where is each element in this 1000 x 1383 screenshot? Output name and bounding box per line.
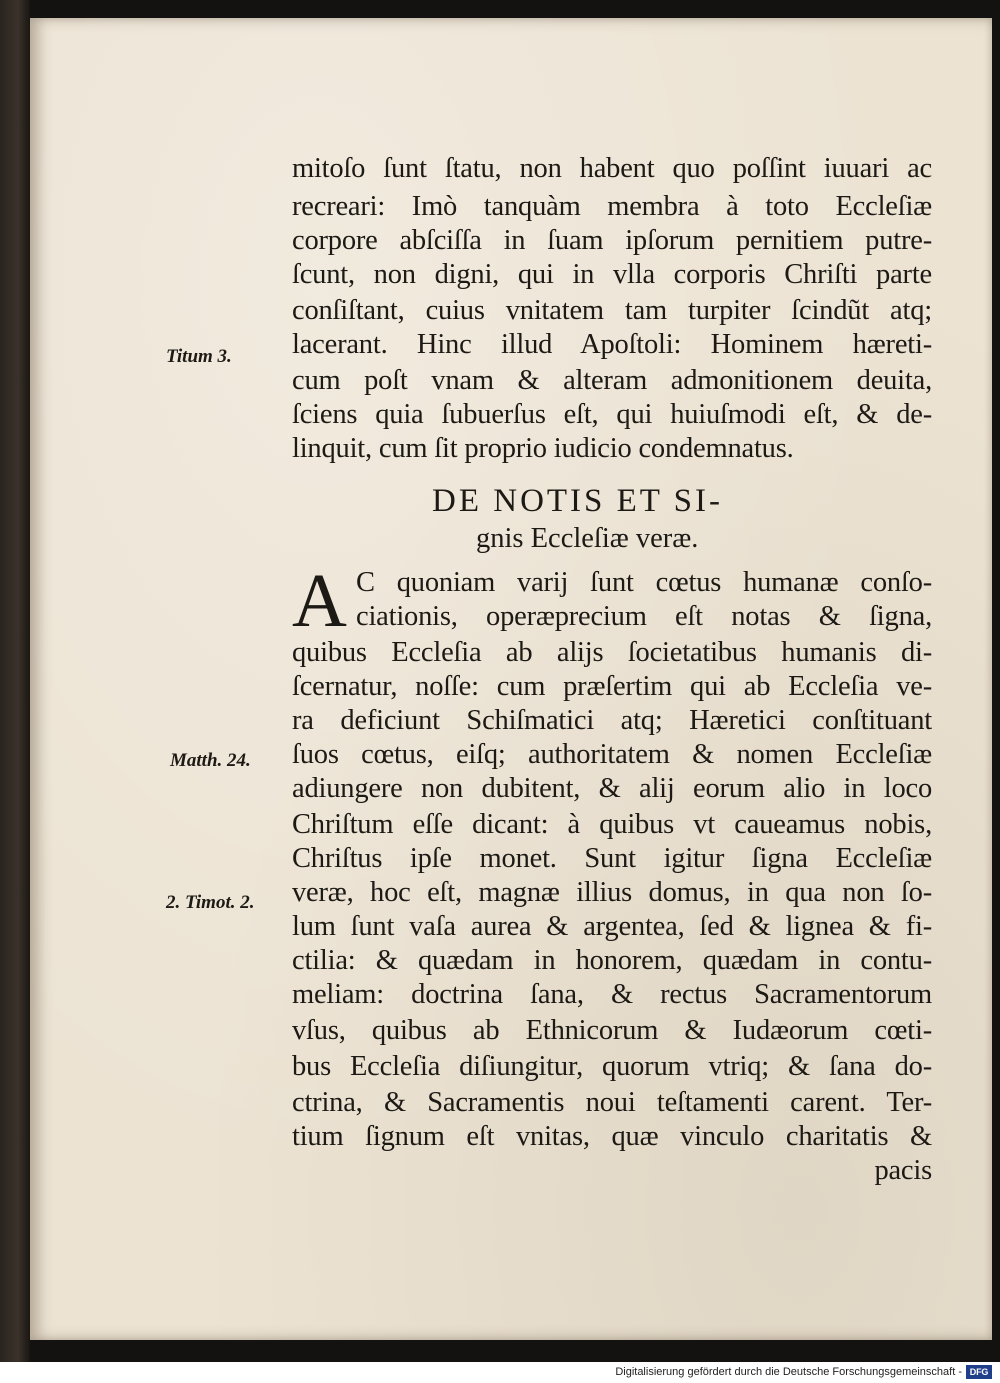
text-line: ſciens quia ſubuerſus eſt, qui huiuſmodi eſt, & de- — [292, 399, 932, 430]
text-line: cum poſt vnam & alteram admonitionem deuita, — [292, 365, 932, 396]
text-line: ra deficiunt Schiſmatici atq; Hæretici conſtituant — [292, 705, 932, 736]
text-line: bus Eccleſia diſiungitur, quorum vtriq; & ſana do- — [292, 1051, 932, 1082]
text-line: ſcunt, non digni, qui in vlla corporis Chriſti parte — [292, 259, 932, 290]
section-heading-line-1: DE NOTIS ET SI- — [432, 483, 723, 519]
section-heading-line-2: gnis Eccleſiæ veræ. — [476, 523, 699, 554]
catchword: pacis — [874, 1155, 932, 1186]
text-line: ciationis, operæprecium eſt notas & ſigna, — [356, 601, 932, 632]
margin-note-matth: Matth. 24. — [170, 750, 251, 771]
text-line: mitoſo ſunt ſtatu, non habent quo poſſint iuuari ac — [292, 153, 932, 184]
margin-note-timot: 2. Timot. 2. — [166, 892, 255, 913]
text-line: C quoniam varij ſunt cœtus humanæ conſo- — [356, 567, 932, 598]
book-spine — [0, 0, 30, 1362]
text-line: conſiſtant, cuius vnitatem tam turpiter ſcindũt atq; — [292, 295, 932, 326]
text-line: lum ſunt vaſa aurea & argentea, ſed & lignea & fi- — [292, 911, 932, 942]
text-line: tium ſignum eſt vnitas, quæ vinculo charitatis & — [292, 1121, 932, 1152]
dfg-logo: DFG — [966, 1365, 992, 1379]
text-line: ctrina, & Sacramentis noui teſtamenti carent. Ter- — [292, 1087, 932, 1118]
text-line: vſus, quibus ab Ethnicorum & Iudæorum cœti- — [292, 1015, 932, 1046]
text-line: veræ, hoc eſt, magnæ illius domus, in qua non ſo- — [292, 877, 932, 908]
text-line: Chriſtus ipſe monet. Sunt igitur ſigna Eccleſiæ — [292, 843, 932, 874]
text-line: Chriſtum eſſe dicant: à quibus vt caueamus nobis, — [292, 809, 932, 840]
text-line: ſcernatur, noſſe: cum præſertim qui ab Eccleſia ve- — [292, 671, 932, 702]
text-line: ſuos cœtus, eiſq; authoritatem & nomen Eccleſiæ — [292, 739, 932, 770]
text-line: quibus Eccleſia ab alijs ſocietatibus humanis di- — [292, 637, 932, 668]
text-line: adiungere non dubitent, & alij eorum alio in loco — [292, 773, 932, 804]
text-line: lacerant. Hinc illud Apoſtoli: Hominem hæreti- — [292, 329, 932, 360]
text-line: corpore abſciſſa in ſuam ipſorum pernitiem putre- — [292, 225, 932, 256]
margin-note-titum: Titum 3. — [166, 346, 232, 367]
text-line: meliam: doctrina ſana, & rectus Sacramentorum — [292, 979, 932, 1010]
text-line: ctilia: & quædam in honorem, quædam in contu- — [292, 945, 932, 976]
text-line: linquit, cum ſit proprio iudicio condemnatus. — [292, 433, 794, 464]
digitization-credit: Digitalisierung gefördert durch die Deutsche Forschungsgemeinschaft - — [615, 1366, 962, 1378]
text-line: recreari: Imò tanquàm membra à toto Eccleſiæ — [292, 191, 932, 222]
drop-cap: A — [292, 559, 347, 643]
